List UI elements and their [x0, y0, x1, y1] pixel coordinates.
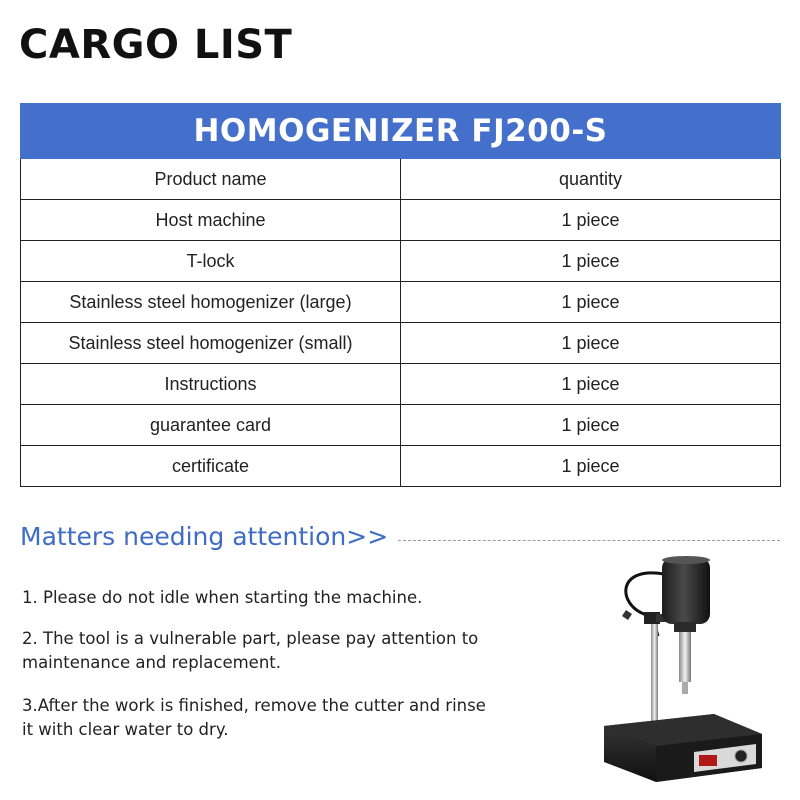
quantity-cell: 1 piece: [401, 323, 781, 364]
product-name-cell: Stainless steel homogenizer (large): [21, 282, 401, 323]
attention-note-3: 3.After the work is finished, remove the cutter and rinse it with clear water to dry.: [22, 696, 486, 739]
product-name-cell: Host machine: [21, 200, 401, 241]
table-header-row: [21, 159, 781, 200]
table-row: [21, 446, 781, 487]
header-product-name: Product name: [21, 159, 401, 200]
product-name-cell: guarantee card: [21, 405, 401, 446]
quantity-cell: 1 piece: [401, 446, 781, 487]
attention-note-2: 2. The tool is a vulnerable part, please pay attention to maintenance and replacement.: [22, 629, 479, 672]
page-title: CARGO LIST: [19, 22, 293, 68]
table-banner-row: [21, 104, 781, 159]
dashed-divider: [398, 540, 780, 541]
table-row: [21, 241, 781, 282]
table-row: [21, 364, 781, 405]
quantity-cell: 1 piece: [401, 200, 781, 241]
header-quantity: quantity: [401, 159, 781, 200]
product-name-cell: Stainless steel homogenizer (small): [21, 323, 401, 364]
product-name-cell: Instructions: [21, 364, 401, 405]
quantity-cell: 1 piece: [401, 405, 781, 446]
table-row: [21, 405, 781, 446]
quantity-cell: 1 piece: [401, 241, 781, 282]
table-banner: HOMOGENIZER FJ200-S: [21, 104, 781, 159]
table-row: [21, 282, 781, 323]
table-row: [21, 200, 781, 241]
product-name-cell: certificate: [21, 446, 401, 487]
cargo-table: [20, 103, 781, 487]
attention-section-title: Matters needing attention>>: [20, 522, 389, 551]
homogenizer-machine-photo: [596, 556, 766, 790]
quantity-cell: 1 piece: [401, 364, 781, 405]
product-name-cell: T-lock: [21, 241, 401, 282]
table-row: [21, 323, 781, 364]
attention-note-1: 1. Please do not idle when starting the machine.: [22, 588, 423, 607]
quantity-cell: 1 piece: [401, 282, 781, 323]
